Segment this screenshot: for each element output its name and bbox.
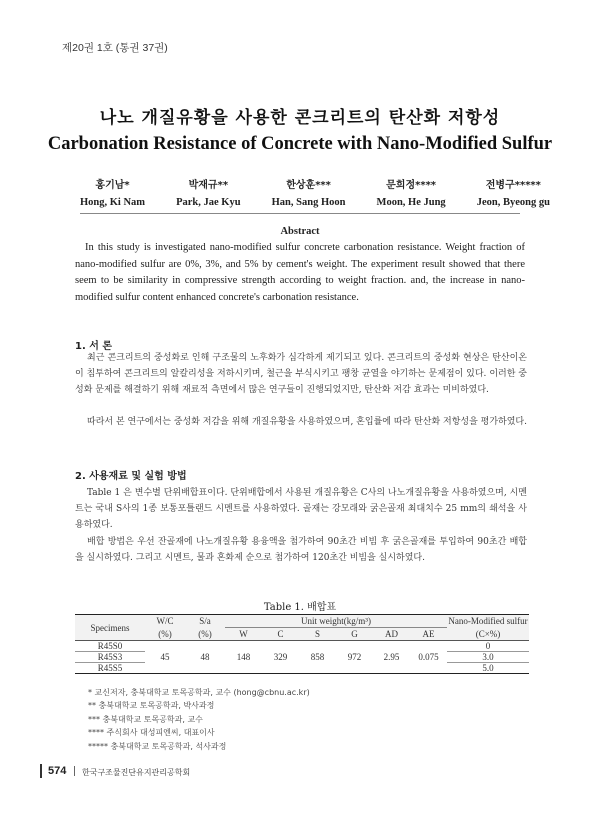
author-name-korean: 전병구***** — [485, 180, 541, 191]
footer-divider — [74, 766, 75, 776]
author — [80, 176, 145, 208]
column-header: Specimens — [75, 615, 145, 641]
page-number: 574 — [48, 765, 67, 777]
footnote: *** 충북대학교 토목공학과, 교수 — [88, 714, 203, 724]
column-header: W/C — [145, 615, 185, 628]
author — [477, 176, 550, 208]
paper-title-korean: 나노 개질유황을 사용한 콘크리트의 탄산화 저항성 — [99, 108, 501, 128]
author-list — [80, 176, 550, 208]
column-header: G — [336, 628, 373, 641]
paragraph: 최근 콘크리트의 중성화로 인해 구조물의 노후화가 심각하게 제기되고 있다. 콘크리트의 중성화 현상은 탄산이온이 침투하여 콘크리트의 알칼리성을 저하시키며, 철근을 부식시키고 팽창 균열을 야기하는 문제점이 있다. 이러한 중성화 문제를 해결하기 위해 재료적 측면에서 많은 연구들이 진행되었지만, 탄산화 저감 효과는 미비하였다. — [75, 353, 527, 395]
table-cell: R45S0 — [75, 641, 145, 652]
column-header: C — [262, 628, 299, 641]
divider — [80, 213, 520, 214]
table-cell: 2.95 — [373, 641, 410, 674]
footnotes — [88, 686, 310, 753]
footer-marker — [40, 764, 42, 778]
author — [176, 176, 240, 208]
author — [377, 176, 446, 208]
table-caption: Table 1. 배합표 — [263, 602, 337, 613]
footnote: ***** 충북대학교 토목공학과, 석사과정 — [88, 741, 227, 751]
column-header-unit: (%) — [185, 628, 225, 641]
column-header-group: Unit weight(kg/m³) — [225, 615, 447, 628]
author-name-english: Park, Jae Kyu — [176, 197, 241, 208]
author-name-korean: 박재규** — [188, 180, 229, 191]
journal-name: 한국구조물진단유지관리공학회 — [82, 768, 191, 777]
footnote: **** 주식회사 대성피엔씨, 대표이사 — [88, 728, 215, 738]
table-cell: 329 — [262, 641, 299, 674]
column-header: AE — [410, 628, 447, 641]
footnote: ** 충북대학교 토목공학과, 박사과정 — [88, 701, 215, 711]
journal-volume-header: 제20권 1호 (통권 37권) — [62, 42, 168, 54]
table-cell: 0 — [447, 641, 529, 652]
column-header-unit: (%) — [145, 628, 185, 641]
column-header: Nano-Modified sulfur — [448, 615, 528, 626]
abstract-text: In this study is investigated nano-modified sulfur concrete carbonation resistance. Weight fraction of nano-modified sulfur are 0%, 3%, and 5% by cement's weight. The experiment result showed that there seem to be similarity in compressive strength according to weight fraction. and, the increase in nano-modified sulfur content enhanced concrete's carbonation resistance. — [75, 242, 525, 303]
paragraph: Table 1 은 변수별 단위배합표이다. 단위배합에서 사용된 개질유황은 C사의 나노개질유황을 사용하였으며, 시멘트는 국내 S사의 1종 보통포틀랜드 시멘트를 사용하였다. 골재는 강모래와 굵은골재 최대치수 25 mm의 쇄석을 사용하였다. — [75, 488, 527, 530]
paragraph: 배합 방법은 우선 잔골재에 나노개질유황 용융액을 첨가하여 90초간 비빔 후 굵은골재를 투입하여 90초간 배합을 실시하였다. 그리고 시멘트, 물과 혼화제 순으로 첨가하여 120초간 비빔을 실시하였다. — [75, 537, 527, 563]
table-cell: 972 — [336, 641, 373, 674]
footnote: * 교신저자, 충북대학교 토목공학과, 교수 (hong@cbnu.ac.kr) — [88, 688, 310, 697]
table-cell: 48 — [185, 641, 225, 674]
column-header: S/a — [185, 615, 225, 628]
column-header-unit: (C×%) — [447, 628, 529, 641]
author-name-english: Moon, He Jung — [376, 197, 446, 208]
author-name-korean: 문희정**** — [386, 180, 437, 191]
table-cell: 0.075 — [410, 641, 447, 674]
section-heading-methods: 2. 사용재료 및 실험 방법 — [75, 471, 187, 482]
table-cell: 3.0 — [447, 652, 529, 663]
author-name-korean: 홍기남* — [95, 180, 130, 191]
author-name-korean: 한상훈*** — [286, 180, 331, 191]
table-cell: R45S5 — [75, 663, 145, 674]
author-name-english: Jeon, Byeong gu — [476, 197, 550, 208]
column-header: W — [225, 628, 262, 641]
table-cell: 45 — [145, 641, 185, 674]
author-name-english: Han, Sang Hoon — [271, 197, 346, 208]
table-row — [75, 641, 529, 652]
author — [272, 176, 346, 208]
table-cell: 858 — [299, 641, 336, 674]
paragraph: 따라서 본 연구에서는 중성화 저감을 위해 개질유황을 사용하였으며, 혼입률에 따라 탄산화 저항성을 평가하였다. — [87, 417, 527, 427]
column-header: S — [299, 628, 336, 641]
table-cell: 148 — [225, 641, 262, 674]
abstract-heading: Abstract — [280, 226, 320, 237]
column-header: AD — [373, 628, 410, 641]
mix-proportion-table — [75, 614, 529, 674]
table-cell: 5.0 — [447, 663, 529, 674]
table-cell: R45S3 — [75, 652, 145, 663]
section-heading-introduction: 1. 서 론 — [75, 341, 113, 352]
author-name-english: Hong, Ki Nam — [80, 197, 146, 208]
paper-title-english: Carbonation Resistance of Concrete with Nano-Modified Sulfur — [47, 134, 553, 154]
